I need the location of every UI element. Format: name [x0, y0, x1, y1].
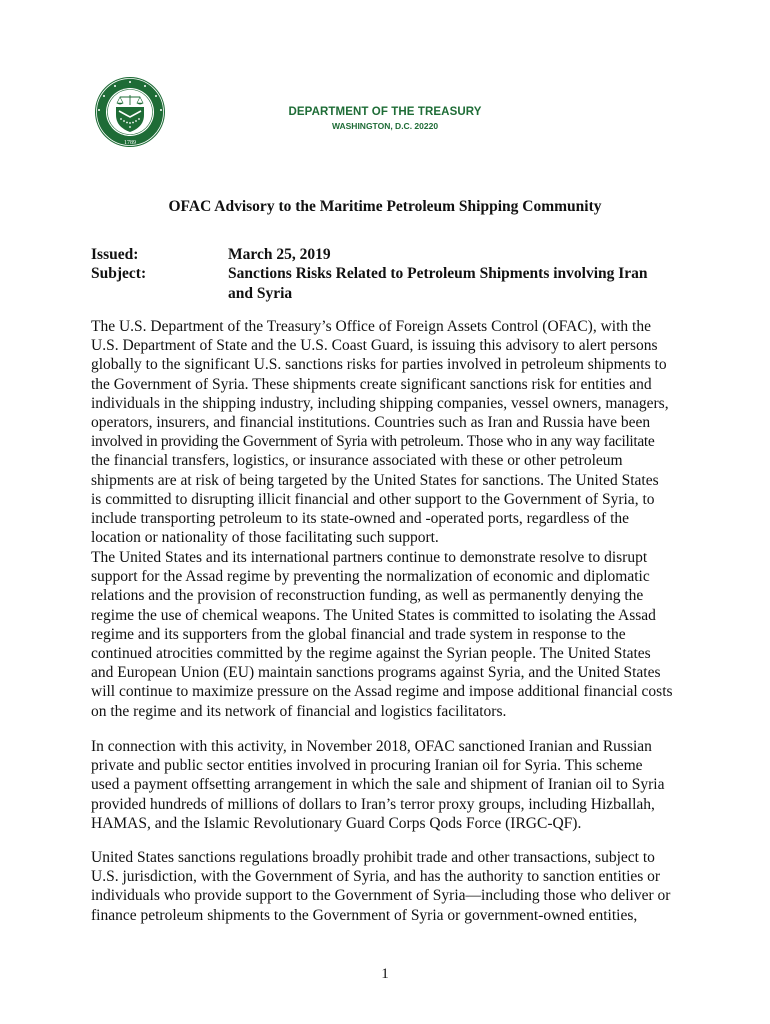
- body-paragraph-4: [91, 848, 691, 925]
- paragraph-line: include transporting petroleum to its state-owned and -operated ports, regardless of the: [91, 510, 630, 528]
- paragraph-line: individuals in the shipping industry, including shipping companies, vessel owners, managers,: [91, 394, 669, 412]
- paragraph-line: private and public sector entities involved in procuring Iranian oil for Syria. This scheme: [91, 757, 643, 775]
- page-number: 1: [381, 966, 389, 982]
- paragraph-line: support for the Assad regime by preventing the normalization of economic and diplomatic: [91, 568, 650, 586]
- issued-label: Issued:: [91, 246, 139, 263]
- subject-label: Subject:: [91, 265, 147, 282]
- paragraph-line: United States sanctions regulations broadly prohibit trade and other transactions, subject to: [91, 849, 655, 866]
- paragraph-line: finance petroleum shipments to the Government of Syria or government-owned entities,: [91, 906, 638, 924]
- paragraph-line: U.S. jurisdiction, with the Government of Syria, and has the authority to sanction entities or: [91, 868, 661, 886]
- body-paragraph-1: [91, 317, 691, 547]
- paragraph-line: provided hundreds of millions of dollars to Iran’s terror proxy groups, including Hizballah,: [91, 795, 655, 813]
- seal-year: 1789: [124, 140, 136, 146]
- paragraph-line: shipments are at risk of being targeted by the United States for sanctions. The United States: [91, 471, 659, 489]
- paragraph-line: regime and its supporters from the global financial and trade system in response to the: [91, 625, 626, 643]
- paragraph-line: regime the use of chemical weapons. The United States is committed to isolating the Assad: [91, 606, 656, 624]
- paragraph-line: individuals who provide support to the Government of Syria—including those who deliver or: [91, 887, 671, 905]
- paragraph-line: involved in providing the Government of Syria with petroleum. Those who in any way facilitate: [91, 433, 655, 451]
- letterhead-address: WASHINGTON, D.C. 20220: [331, 121, 439, 131]
- issued-date: March 25, 2019: [228, 246, 331, 263]
- paragraph-line: operators, insurers, and financial institutions. Countries such as Iran and Russia have been: [91, 414, 651, 432]
- letterhead-department: DEPARTMENT OF THE TREASURY: [288, 106, 482, 118]
- paragraph-line: U.S. Department of State and the U.S. Coast Guard, is issuing this advisory to alert persons: [91, 337, 658, 355]
- paragraph-line: and European Union (EU) maintain sanctions programs against Syria, and the United States: [91, 664, 661, 682]
- document-title: OFAC Advisory to the Maritime Petroleum Shipping Community: [168, 198, 602, 215]
- subject-line: Sanctions Risks Related to Petroleum Shipments involving Iran: [228, 265, 648, 282]
- paragraph-line: the Government of Syria. These shipments create significant sanctions risk for entities and: [91, 375, 652, 393]
- paragraph-line: In connection with this activity, in November 2018, OFAC sanctioned Iranian and Russian: [91, 738, 652, 755]
- paragraph-line: The United States and its international partners continue to demonstrate resolve to disrupt: [91, 549, 648, 566]
- subject-line: and Syria: [228, 284, 293, 302]
- paragraph-line: relations and the provision of reconstruction funding, as well as permanently denying the: [91, 587, 644, 605]
- paragraph-line: the financial transfers, logistics, or insurance associated with these or other petroleum: [91, 452, 623, 470]
- body-paragraph-2: [91, 548, 691, 721]
- paragraph-line: location or nationality of those facilitating such support.: [91, 529, 439, 547]
- paragraph-line: is committed to disrupting illicit financial and other support to the Government of Syria, to: [91, 490, 655, 508]
- subject-text: [228, 264, 678, 303]
- paragraph-line: The U.S. Department of the Treasury’s Office of Foreign Assets Control (OFAC), with the: [91, 318, 651, 335]
- paragraph-line: on the regime and its network of financial and logistics facilitators.: [91, 702, 507, 720]
- paragraph-line: continued atrocities committed by the regime against the Syrian people. The United States: [91, 645, 651, 663]
- treasury-seal-icon: [94, 74, 166, 150]
- paragraph-line: globally to the significant U.S. sanctions risks for parties involved in petroleum shipments to: [91, 356, 667, 374]
- paragraph-line: HAMAS, and the Islamic Revolutionary Guard Corps Qods Force (IRGC-QF).: [91, 814, 582, 832]
- paragraph-line: used a payment offsetting arrangement in which the sale and shipment of Iranian oil to Syria: [91, 776, 665, 794]
- body-paragraph-3: [91, 737, 691, 833]
- paragraph-line: will continue to maximize pressure on the Assad regime and impose additional financial costs: [91, 683, 673, 701]
